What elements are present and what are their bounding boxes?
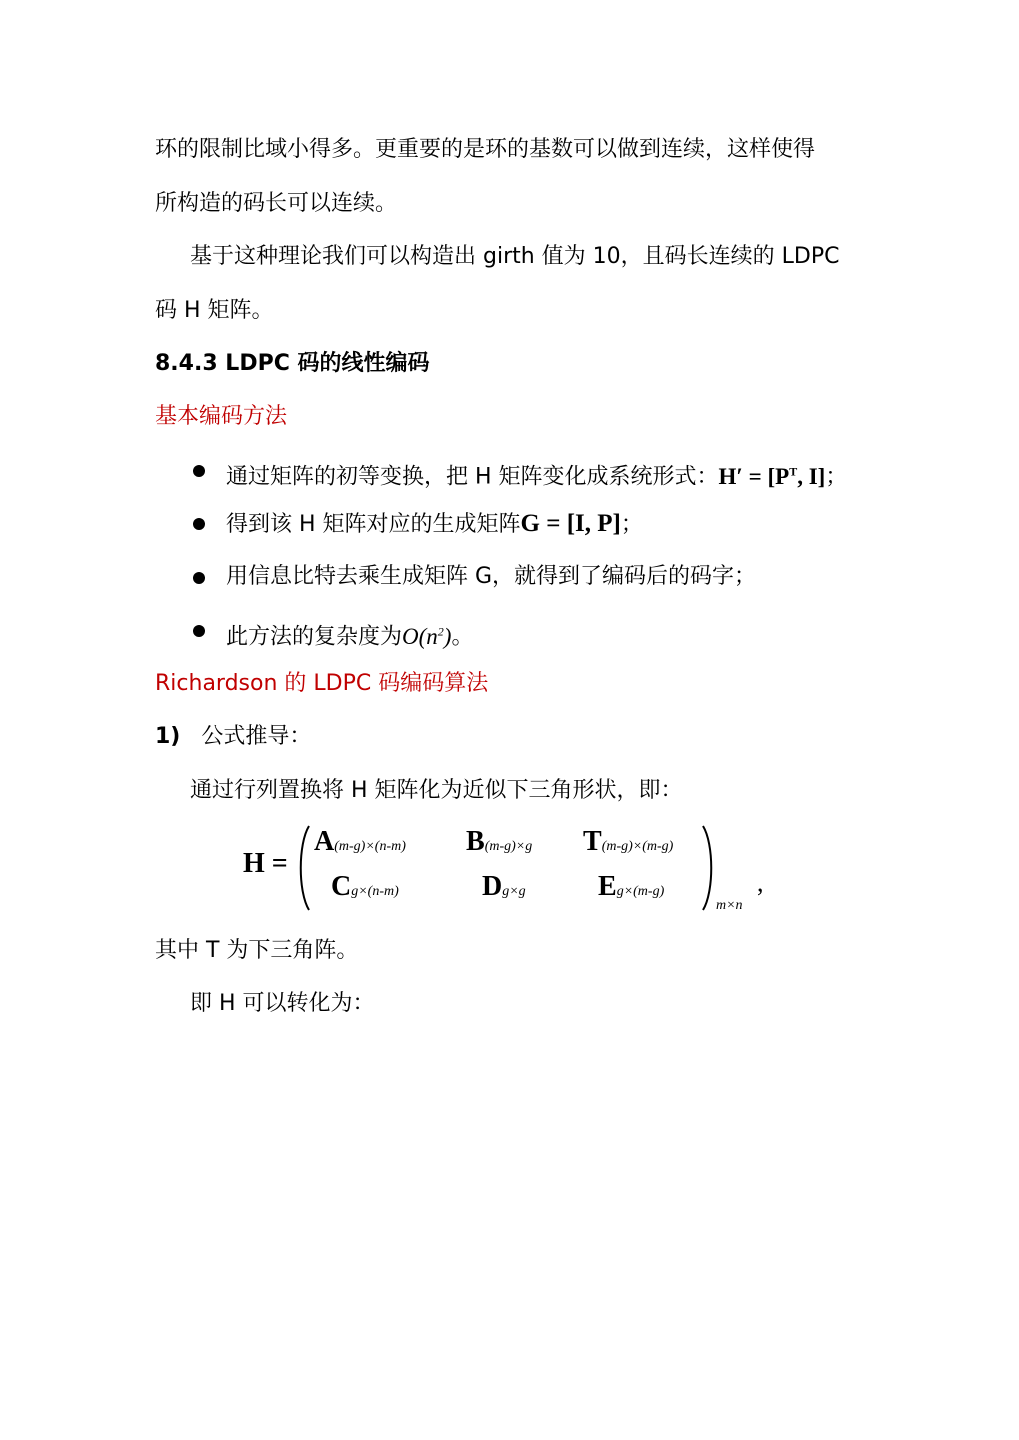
matrix-lhs: H = (243, 848, 288, 879)
left-paren-icon (296, 824, 312, 912)
bullet-text: 此方法的复杂度为 (226, 624, 403, 650)
para1-line2: 所构造的码长可以连续。 (155, 191, 398, 216)
para3: 通过行列置换将 H 矩阵化为近似下三角形状，即： (190, 778, 683, 803)
para2-line2: 码 H 矩阵。 (155, 298, 274, 323)
matrix-cell-A: A(m-g)×(n-m) (314, 826, 406, 857)
matrix-cell-B: B(m-g)×g (466, 826, 533, 857)
matrix-cell-D: Dg×g (482, 871, 526, 902)
section-heading: 8.4.3 LDPC 码的线性编码 (155, 351, 430, 376)
right-paren-icon (700, 824, 716, 912)
step-label: 公式推导： (201, 724, 312, 749)
formula: $O(n^2)$ (402, 623, 452, 649)
bullet-dot-icon (193, 572, 205, 584)
subheading-basic-encoding: 基本编码方法 (155, 404, 288, 429)
para2-line1: 基于这种理论我们可以构造出 girth 值为 10，且码长连续的 LDPC (190, 244, 840, 269)
bullet-text: 得到该 H 矩阵对应的生成矩阵 (226, 512, 521, 537)
step-number: 1) (155, 724, 181, 749)
matrix-dimension: m×n (716, 898, 743, 913)
para4: 其中 T 为下三角阵。 (155, 938, 359, 963)
para1-line1: 环的限制比域小得多。更重要的是环的基数可以做到连续，这样使得 (155, 137, 816, 162)
matrix-trailing-comma: , (757, 868, 764, 897)
bullet-dot-icon (193, 518, 205, 530)
bullet-dot-icon (193, 625, 205, 637)
matrix-cell-E: Eg×(m-g) (598, 871, 665, 902)
step-1 (155, 723, 311, 751)
matrix-cell-C: Cg×(n-m) (331, 871, 399, 902)
bullet-dot-icon (193, 465, 205, 477)
bullet-text: 通过矩阵的初等变换，把 H 矩阵变化成系统形式： (226, 464, 719, 490)
subheading-richardson: Richardson 的 LDPC 码编码算法 (155, 671, 489, 696)
formula: $H' = [P^T$, I] (718, 463, 826, 489)
formula: G = [I, P] (520, 510, 621, 537)
bullet-text: 用信息比特去乘生成矩阵 G，就得到了编码后的码字； (226, 564, 757, 589)
matrix-cell-T: T(m-g)×(m-g) (583, 826, 674, 857)
para5: 即 H 可以转化为： (190, 991, 375, 1016)
